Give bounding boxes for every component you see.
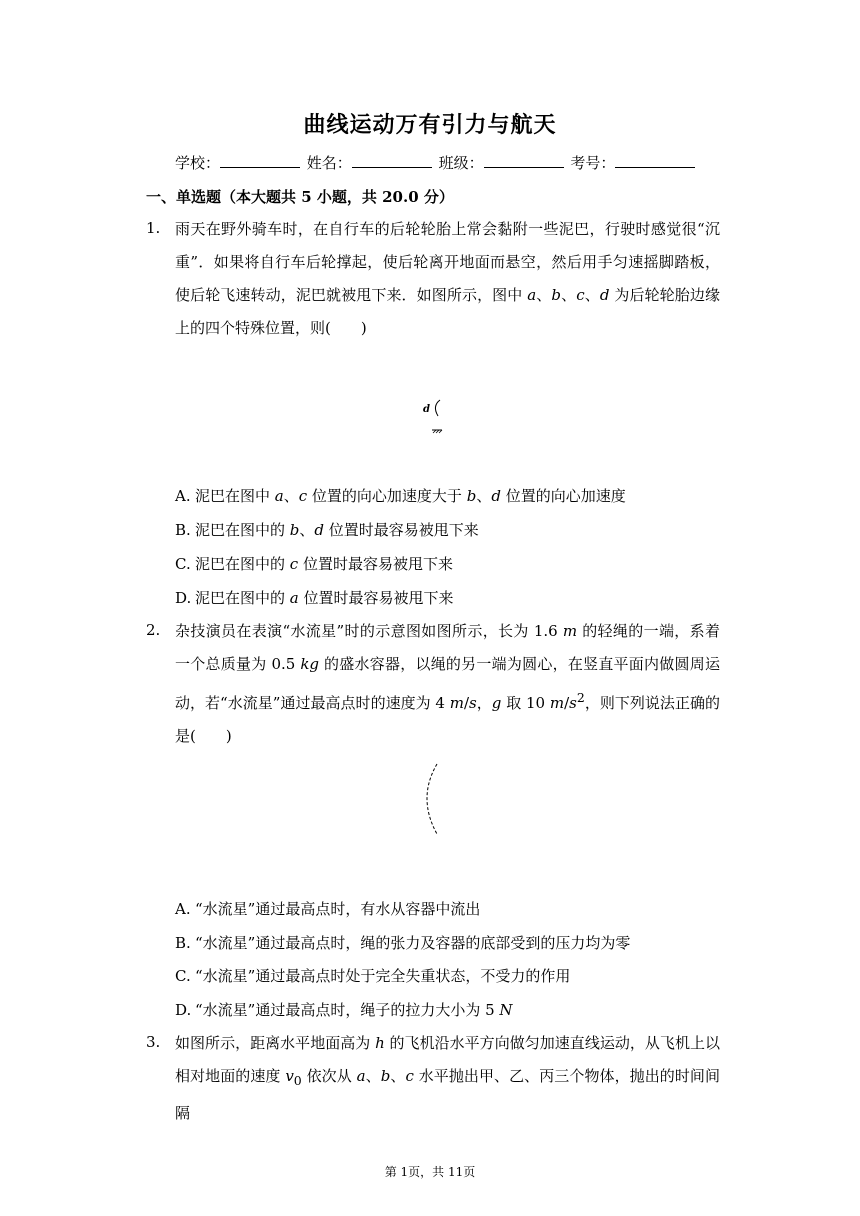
question-1-text: 雨天在野外骑车时，在自行车的后轮轮胎上常会黏附一些泥巴，行驶时感觉很“沉重”．如果将自行车后轮撑起，使后轮离开地面而悬空，然后用手匀速摇脚踏板，使后轮飞速转动，泥巴就被甩下来．如图所示，图中 a、b、c、d 为后轮轮胎边缘上的四个特殊位置，则( ): [175, 220, 720, 337]
figure-label-d: d: [423, 404, 430, 415]
question-1-figure: [420, 396, 450, 444]
class-blank: [484, 153, 564, 168]
question-2-option-a: A. “水流星”通过最高点时，有水从容器中流出: [175, 900, 481, 918]
name-blank: [352, 153, 432, 168]
question-1-option-a: A. 泥巴在图中 a、c 位置的向心加速度大于 b、d 位置的向心加速度: [175, 487, 626, 505]
question-3-number: 3.: [146, 1033, 161, 1051]
question-2-text: 杂技演员在表演“水流星”时的示意图如图所示，长为 1.6 m 的轻绳的一端，系着一个总质量为 0.5 kg 的盛水容器，以绳的另一端为圆心，在竖直平面内做圆周运动，若“水流星”通过最高点时的速度为 4 m/s，g 取 10 $m/s^2$，则下列说法正确的是( ): [175, 622, 720, 745]
school-label: 学校：: [175, 154, 221, 172]
question-1-option-d: D. 泥巴在图中的 a 位置时最容易被甩下来: [175, 589, 454, 607]
exam-no-blank: [615, 153, 695, 168]
question-2-option-b: B. “水流星”通过最高点时，绳的张力及容器的底部受到的压力均为零: [175, 934, 631, 952]
question-2-option-c: C. “水流星”通过最高点时处于完全失重状态，不受力的作用: [175, 967, 571, 985]
question-2-number: 2.: [146, 621, 161, 639]
name-label: 姓名：: [306, 154, 352, 172]
question-2-option-d: D. “水流星”通过最高点时，绳子的拉力大小为 5 N: [175, 1001, 513, 1019]
school-blank: [220, 153, 300, 168]
page-footer: 第 1页，共 11页: [384, 1165, 476, 1179]
section-heading: 一、单选题（本大题共 5 小题，共 20.0 分）: [146, 188, 454, 206]
class-label: 班级：: [438, 154, 484, 172]
page-title: 曲线运动万有引力与航天: [303, 112, 557, 138]
question-1-option-c: C. 泥巴在图中的 c 位置时最容易被甩下来: [175, 555, 453, 573]
question-2-figure: [415, 762, 445, 840]
question-1-option-b: B. 泥巴在图中的 b、d 位置时最容易被甩下来: [175, 521, 479, 539]
question-3-text: 如图所示，距离水平地面高为 h 的飞机沿水平方向做匀加速直线运动，从飞机上以相对地面的速度 $v_0$ 依次从 a、b、c 水平抛出甲、乙、丙三个物体，抛出的时间间隔: [175, 1034, 720, 1122]
question-1-number: 1.: [146, 219, 161, 237]
exam-no-label: 考号：: [570, 154, 616, 172]
student-info-line: [175, 152, 697, 173]
